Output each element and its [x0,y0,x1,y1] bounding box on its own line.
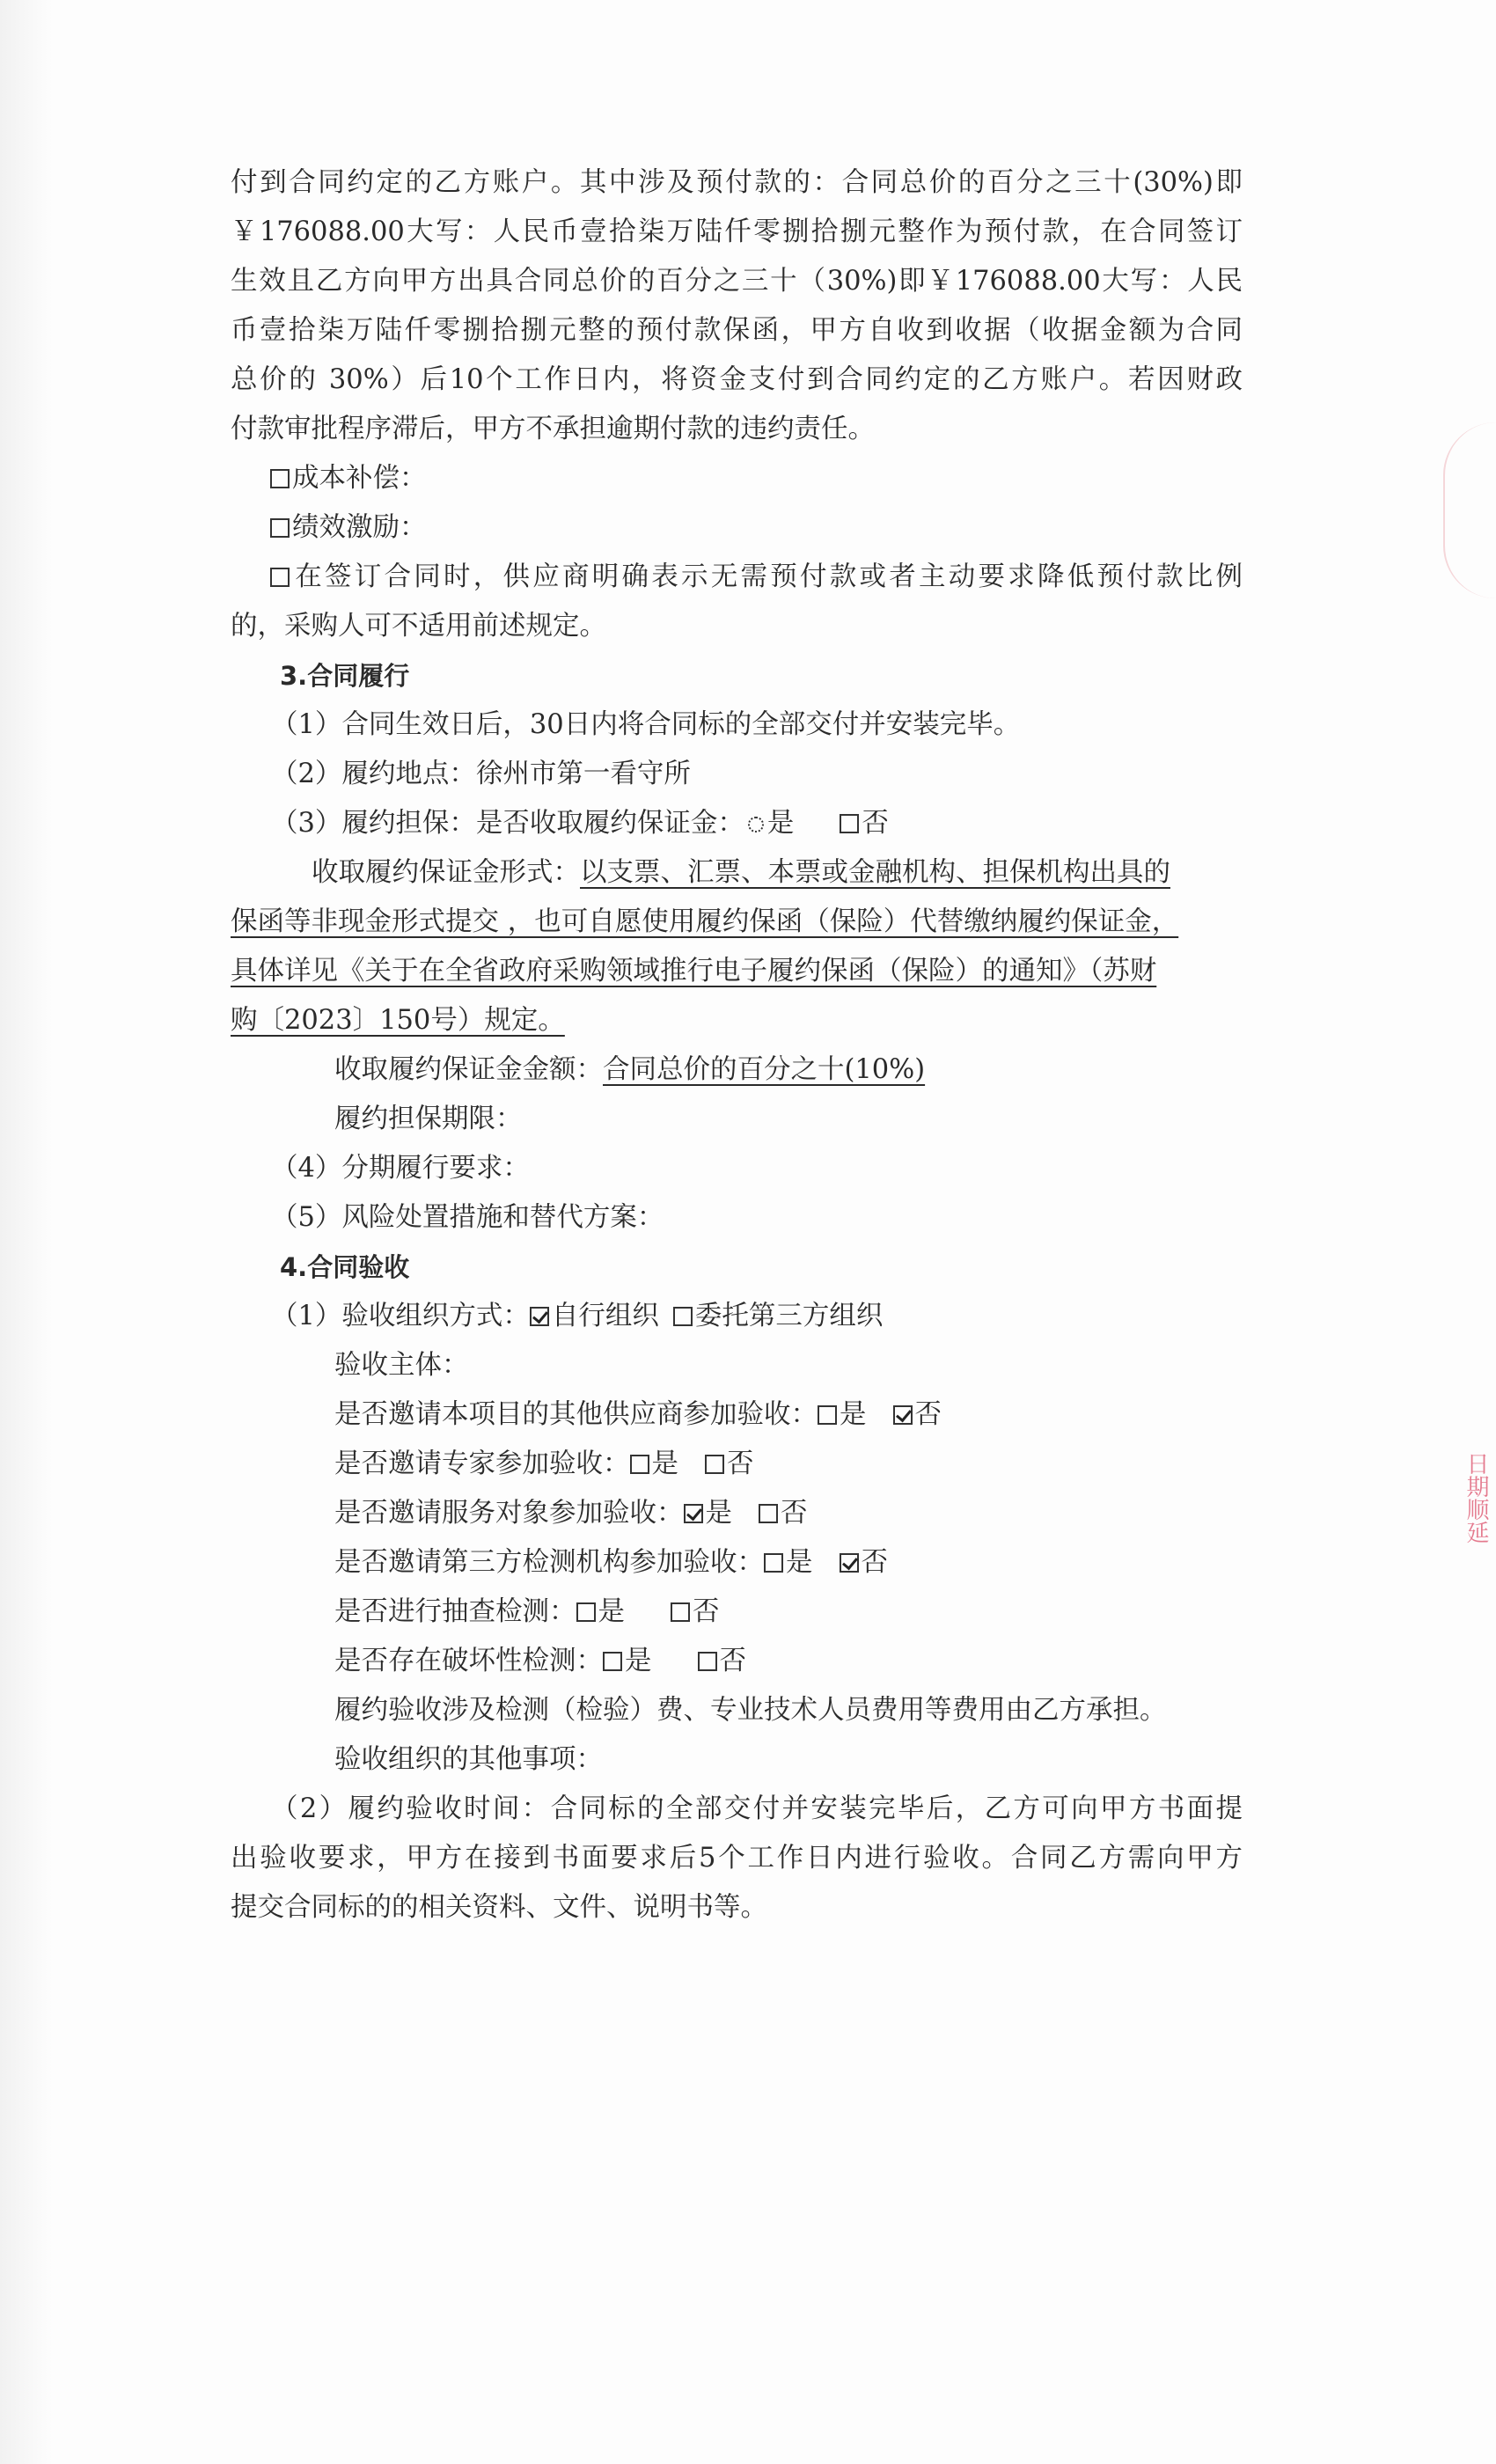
checkbox-icon [603,1652,622,1671]
question-experts: 是否邀请专家参加验收： 是 否 [334,1448,754,1479]
guarantee-period-line: 履约担保期限： [334,1104,523,1134]
performance-incentive-option: 绩效激励： [231,503,1243,553]
checkbox-icon [270,568,290,587]
checkbox-icon [576,1602,596,1622]
deposit-amount-line: 收取履约保证金金额：合同总价的百分之十(10%) [334,1054,926,1085]
no-advance-option: 在签订合同时，供应商明确表示无需预付款或者主动要求降低预付款比例 [231,553,1243,602]
paragraph-line: 付到合同约定的乙方账户。其中涉及预付款的：合同总价的百分之三十(30%)即 [231,167,1243,198]
margin-seal-text: 日期顺延 [1463,1452,1489,1544]
deposit-form-line: 保函等非现金形式提交 ，也可自愿使用履约保函（保险）代替缴纳履约保证金， [231,906,1179,937]
document-page [231,158,1243,1932]
acceptance-time-line: 提交合同标的的相关资料、文件、说明书等。 [231,1892,767,1923]
seal-edge [1443,422,1496,598]
paragraph-line: 币壹拾柒万陆仟零捌拾捌元整的预付款保函，甲方自收到收据（收据金额为合同 [231,315,1243,346]
checked-checkbox-icon [840,1553,859,1573]
checkbox-icon [270,469,290,488]
performance-item-3: （3）履约担保：是否收取履约保证金： 是 否 [271,808,889,839]
performance-item-1: （1）合同生效日后，30日内将合同标的全部交付并安装完毕。 [271,709,1021,740]
performance-item-2: （2）履约地点：徐州市第一看守所 [271,759,691,789]
radio-selected-icon [748,817,764,832]
paragraph-line: 总价的 30%）后10个工作日内，将资金支付到合同约定的乙方账户。若因财政 [231,364,1243,395]
checked-checkbox-icon [530,1307,549,1326]
section-heading-acceptance: 4.合同验收 [280,1252,410,1282]
checkbox-icon [764,1553,783,1573]
checkbox-icon [270,518,290,538]
checkbox-icon [698,1652,717,1671]
acceptance-time-line: （2）履约验收时间：合同标的全部交付并安装完毕后，乙方可向甲方书面提 [271,1793,1243,1824]
checkbox-icon [818,1405,837,1425]
checkbox-icon [759,1504,778,1523]
paragraph-line: 生效且乙方向甲方出具合同总价的百分之三十（30%)即￥176088.00大写：人民 [231,266,1243,297]
question-third-party-lab: 是否邀请第三方检测机构参加验收： 是 否 [334,1547,888,1578]
acceptance-other-matters: 验收组织的其他事项： [334,1744,603,1775]
question-other-suppliers: 是否邀请本项目的其他供应商参加验收： 是 否 [334,1399,942,1430]
performance-item-4: （4）分期履行要求： [271,1153,530,1184]
checkbox-icon [630,1455,649,1474]
deposit-form-line: 具体详见《关于在全省政府采购领域推行电子履约保函（保险）的通知》（苏财 [231,956,1157,986]
acceptance-item-1: （1）验收组织方式： 自行组织 委托第三方组织 [271,1301,884,1331]
performance-item-5: （5）风险处置措施和替代方案： [271,1202,664,1233]
question-spot-check: 是否进行抽查检测： 是 否 [334,1596,720,1627]
checkbox-icon [705,1455,724,1474]
paragraph-line: ￥176088.00大写：人民币壹拾柒万陆仟零捌拾捌元整作为预付款，在合同签订 [231,216,1243,247]
paragraph-line: 付款审批程序滞后，甲方不承担逾期付款的违约责任。 [231,414,875,444]
paragraph-line: 的，采购人可不适用前述规定。 [231,611,606,642]
deposit-form-line: 购〔2023〕150号）规定。 [231,1005,565,1036]
checkbox-icon [673,1307,693,1326]
checked-checkbox-icon [893,1405,913,1425]
section-heading-performance: 3.合同履行 [280,661,410,691]
scan-shadow [0,0,53,2464]
checkbox-icon [840,814,859,833]
acceptance-fees: 履约验收涉及检测（检验）费、专业技术人员费用等费用由乙方承担。 [334,1695,1167,1726]
question-destructive: 是否存在破坏性检测： 是 否 [334,1646,746,1676]
checkbox-icon [671,1602,690,1622]
checked-checkbox-icon [684,1504,703,1523]
acceptance-time-line: 出验收要求，甲方在接到书面要求后5个工作日内进行验收。合同乙方需向甲方 [231,1843,1243,1874]
acceptance-subject: 验收主体： [334,1350,469,1381]
cost-compensation-option: 成本补偿： [231,454,1243,503]
question-service-objects: 是否邀请服务对象参加验收： 是 否 [334,1498,808,1529]
deposit-form-line: 收取履约保证金形式：以支票、汇票、本票或金融机构、担保机构出具的 [312,857,1170,888]
